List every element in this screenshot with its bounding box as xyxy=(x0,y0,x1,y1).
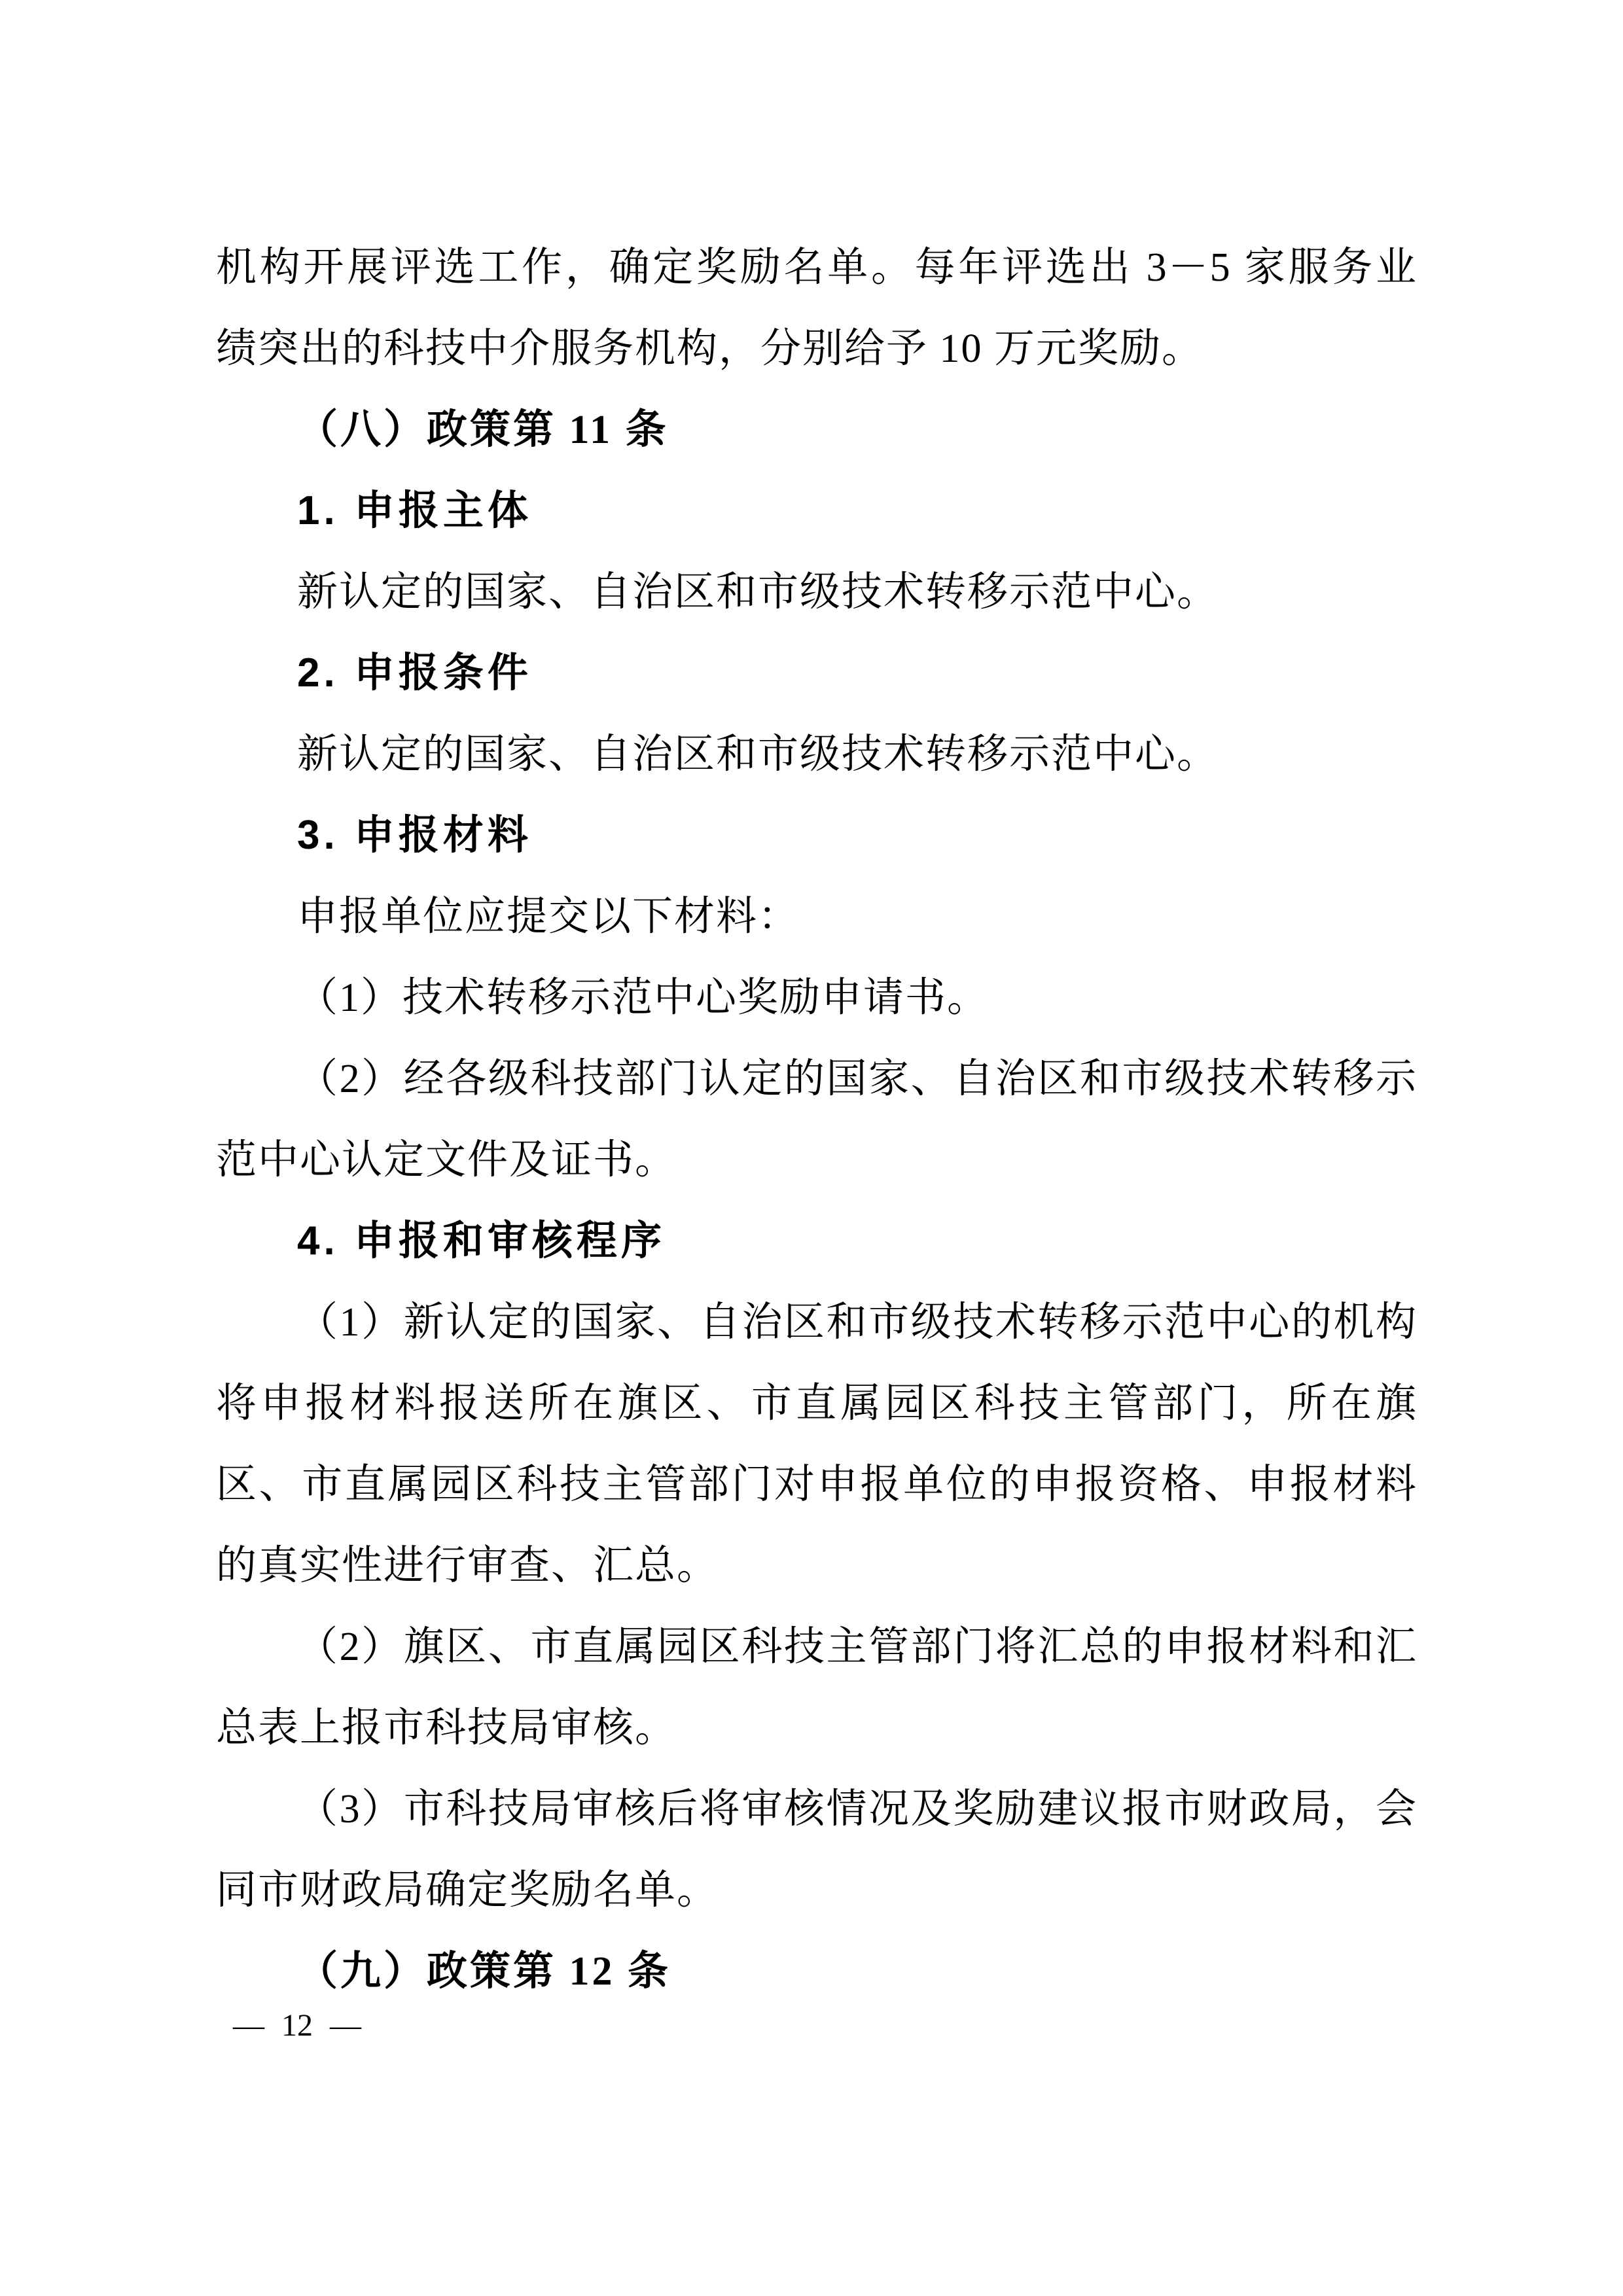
body-line-continuation: 总表上报市科技局审核。 xyxy=(216,1706,677,1750)
page-number xyxy=(233,2006,361,2045)
subheading-application-materials: 3. 申报材料 xyxy=(297,813,532,858)
body-line: 绩突出的科技中介服务机构，分别给予 10 万元奖励。 xyxy=(216,327,1204,371)
body-line-continuation: 范中心认定文件及证书。 xyxy=(216,1138,677,1182)
page-number-dash-right: — xyxy=(330,2008,361,2043)
subheading-application-review-procedure: 4. 申报和审核程序 xyxy=(297,1218,666,1263)
subheading-application-conditions: 2. 申报条件 xyxy=(297,650,532,696)
page-number-value: 12 xyxy=(281,2008,313,2043)
list-item-1: （1）新认定的国家、自治区和市级技术转移示范中心的机构 xyxy=(297,1300,1418,1345)
body-line-continuation: 机构开展评选工作，确定奖励名单。每年评选出 3－5 家服务业 xyxy=(216,245,1418,290)
body-line-continuation: 同市财政局确定奖励名单。 xyxy=(216,1868,719,1913)
body-line: 新认定的国家、自治区和市级技术转移示范中心。 xyxy=(297,732,1219,777)
subheading-application-subject: 1. 申报主体 xyxy=(297,488,532,533)
section-heading-policy-11: （八）政策第 11 条 xyxy=(297,408,669,452)
body-line: 新认定的国家、自治区和市级技术转移示范中心。 xyxy=(297,570,1219,614)
section-heading-policy-12: （九）政策第 12 条 xyxy=(297,1949,671,1994)
body-line: 申报单位应提交以下材料： xyxy=(297,894,800,939)
body-line-continuation: 区、市直属园区科技主管部门对申报单位的申报资格、申报材料 xyxy=(216,1462,1418,1507)
body-line-continuation: 的真实性进行审查、汇总。 xyxy=(216,1544,719,1588)
list-item-1: （1）技术转移示范中心奖励申请书。 xyxy=(297,976,990,1020)
document-body xyxy=(216,227,1418,2012)
list-item-2: （2）旗区、市直属园区科技主管部门将汇总的申报材料和汇 xyxy=(297,1625,1418,1669)
list-item-3: （3）市科技局审核后将审核情况及奖励建议报市财政局，会 xyxy=(297,1787,1418,1831)
body-line-continuation: 将申报材料报送所在旗区、市直属园区科技主管部门，所在旗 xyxy=(216,1381,1418,1426)
list-item-2: （2）经各级科技部门认定的国家、自治区和市级技术转移示 xyxy=(297,1057,1418,1101)
page-number-dash-left: — xyxy=(233,2008,264,2043)
